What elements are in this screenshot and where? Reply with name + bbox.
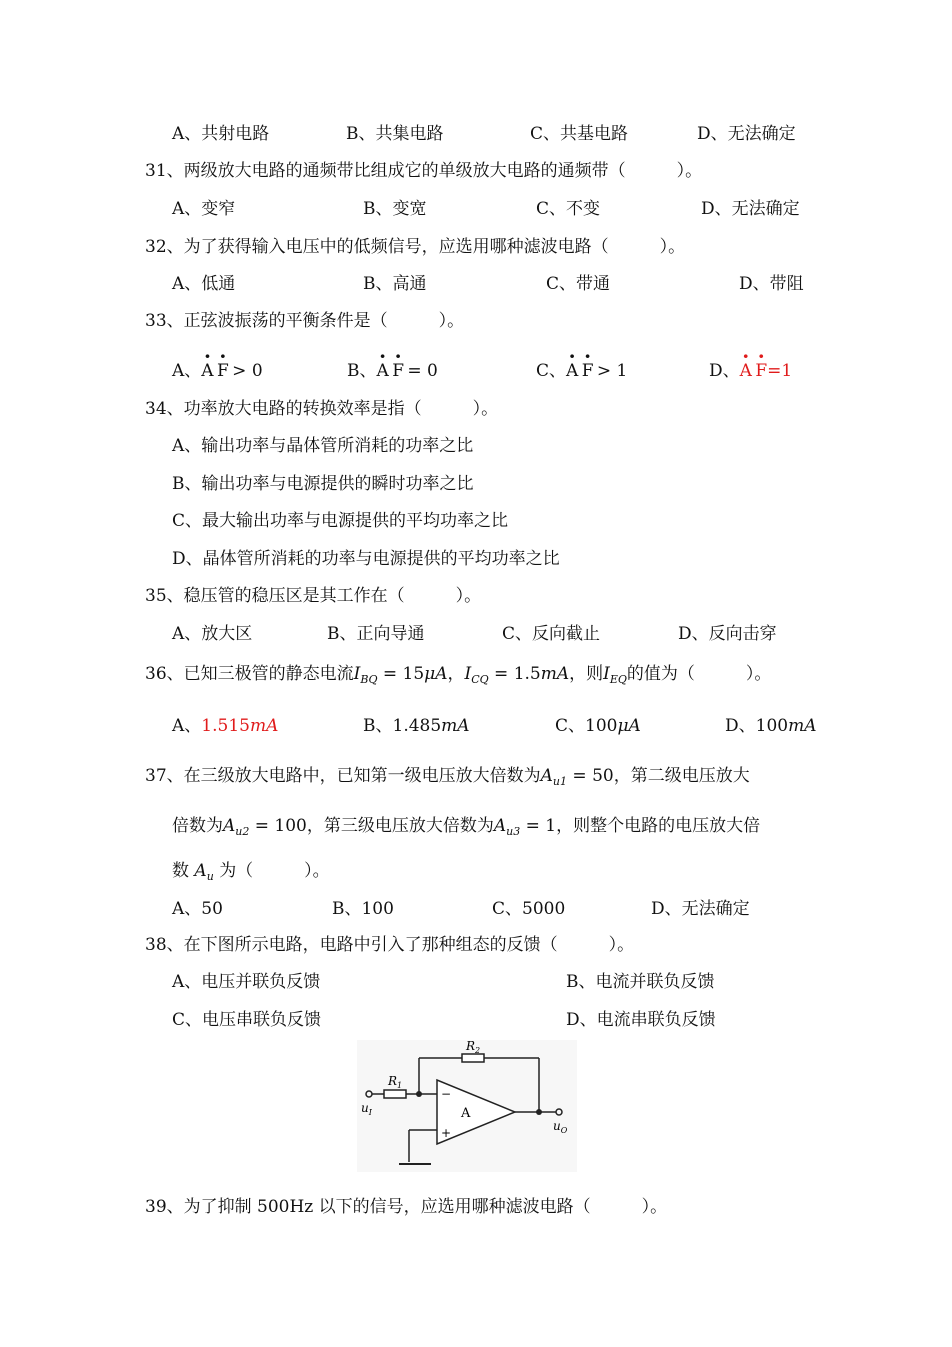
q33-option-a-relation: > 0 [232,361,263,381]
q36-option-c-unit: μA [617,716,641,736]
q36-option-d-value: 100 [755,716,789,736]
q34-option-b: B、输出功率与电源提供的瞬时功率之比 [172,474,474,494]
q31-question: 31、两级放大电路的通频带比组成它的单级放大电路的通频带（ ）。 [145,161,703,181]
q32-option-d: D、带阻 [739,274,804,294]
input-voltage-label: $u_I$ [361,1101,372,1117]
q33-option-c-relation: > 1 [596,361,628,381]
q36-option-d [725,715,817,737]
q37-option-a: A、50 [172,899,223,919]
q31-option-b: B、变宽 [363,199,427,219]
q36-option-d-label: D、 [725,716,756,736]
ibq-subscript: BQ [360,673,378,686]
q34-option-c: C、最大输出功率与电源提供的平均功率之比 [172,511,509,531]
q30-option-a: A、共射电路 [172,124,270,144]
q37-option-d: D、无法确定 [651,899,750,919]
q36-option-c [555,715,641,737]
q33-option-b [347,360,438,382]
output-voltage-label: $u_O$ [553,1119,568,1135]
q34-question: 34、功率放大电路的转换效率是指（ ）。 [145,399,499,419]
ieq-subscript: EQ [609,673,627,686]
q37-option-c: C、5000 [492,899,566,919]
resistor-r2 [462,1054,484,1062]
q32-question: 32、为了获得输入电压中的低频信号，应选用哪种滤波电路（ ）。 [145,237,686,257]
ieq-symbol: I [603,664,610,684]
q36-option-c-value: 100 [585,716,618,736]
ibq-unit: μA [424,664,448,684]
q37-question-line-3 [172,860,330,888]
q37-text-5: ，则整个电路的电压放大倍 [556,816,761,836]
a-symbol: A [540,766,553,786]
q36-option-b-value: 1.485 [392,716,442,736]
ibq-symbol: I [353,664,361,684]
q35-option-b: B、正向导通 [327,624,425,644]
ibq-value: = 15 [377,664,425,684]
au3-subscript: u3 [506,825,521,838]
a-dot-symbol: · A [566,360,578,382]
plus-sign: + [441,1126,452,1140]
r2-label: $R_2$ [466,1040,481,1055]
q33-option-b-label: B、 [347,361,377,381]
r1-label: $R_1$ [388,1074,403,1090]
q37-text-3: 倍数为 [172,816,223,836]
q33-question: 33、正弦波振荡的平衡条件是（ ）。 [145,311,465,331]
q37-option-b: B、100 [332,899,394,919]
q37-question-line-2 [172,815,760,843]
q36-option-b-label: B、 [363,716,393,736]
q33-option-b-relation: = 0 [407,361,438,381]
q38-option-c: C、电压串联负反馈 [172,1010,322,1030]
q37-text-1: 37、在三级放大电路中，已知第一级电压放大倍数为 [145,766,541,786]
q36-text-post: 的值为（ ）。 [626,664,772,684]
q38-option-d: D、电流串联负反馈 [566,1010,716,1030]
junction-dot-output [536,1109,542,1115]
q37-question-line-1 [145,765,750,793]
q35-option-a: A、放大区 [172,624,253,644]
amp-label: A [461,1106,471,1121]
a-dot-symbol: · A [740,360,752,382]
au2-value: = 100 [249,816,307,836]
input-terminal [366,1091,372,1097]
q36-option-d-unit: mA [788,716,817,736]
q36-option-a [172,715,278,737]
icq-unit: mA [540,664,570,684]
q31-option-d: D、无法确定 [701,199,800,219]
q37-text-7: 为（ ）。 [219,861,330,881]
q36-text-pre: 36、已知三极管的静态电流 [145,664,354,684]
q35-option-d: D、反向击穿 [678,624,777,644]
a-symbol: A [493,816,507,836]
q36-option-c-label: C、 [555,716,586,736]
q36-option-a-label: A、 [172,716,202,736]
q37-text-2: ，第二级电压放大 [613,766,750,786]
q33-option-d [709,360,792,382]
q35-option-c: C、反向截止 [502,624,601,644]
q36-option-a-unit: mA [249,716,279,736]
q36-question [145,663,771,691]
f-dot-symbol: · F [217,360,229,382]
q36-option-a-value: 1.515 [201,716,250,736]
q31-option-a: A、变窄 [172,199,236,219]
q35-question: 35、稳压管的稳压区是其工作在（ ）。 [145,586,482,606]
icq-value: = 1.5 [488,664,541,684]
a-dot-symbol: · A [377,360,389,382]
circuit-svg [357,1040,577,1172]
junction-dot-input [416,1091,422,1097]
q33-option-c [536,360,627,382]
q33-option-a [172,360,263,382]
f-dot-symbol: · F [755,360,767,382]
q34-option-d: D、晶体管所消耗的功率与电源提供的平均功率之比 [172,549,560,569]
q36-text-then: ，则 [569,664,604,684]
a-dot-symbol: · A [201,360,213,382]
q34-option-a: A、输出功率与晶体管所消耗的功率之比 [172,436,474,456]
q36-option-b [363,715,470,737]
icq-subscript: CQ [471,673,489,686]
q38-option-a: A、电压并联负反馈 [172,972,321,992]
q38-option-b: B、电流并联负反馈 [566,972,715,992]
q37-text-6: 数 [172,861,189,881]
au1-subscript: u1 [552,775,568,788]
f-dot-symbol: · F [582,360,594,382]
q30-option-b: B、共集电路 [346,124,444,144]
q32-option-b: B、高通 [363,274,427,294]
output-terminal [556,1109,562,1115]
q32-option-a: A、低通 [172,274,236,294]
q31-option-c: C、不变 [536,199,601,219]
au2-subscript: u2 [235,825,250,838]
q33-option-a-label: A、 [172,361,202,381]
minus-sign: − [441,1087,452,1101]
q36-separator: ， [447,664,465,684]
q36-option-b-unit: mA [441,716,470,736]
au-subscript: u [206,870,214,883]
q33-option-d-label: D、 [709,361,740,381]
q30-option-c: C、共基电路 [530,124,629,144]
q32-option-c: C、带通 [546,274,611,294]
au-symbol: A [194,861,207,881]
icq-symbol: I [464,664,472,684]
a-symbol: A [223,816,236,836]
feedback-circuit-diagram [357,1040,577,1172]
q39-question: 39、为了抑制 500Hz 以下的信号，应选用哪种滤波电路（ ）。 [145,1197,668,1217]
q37-text-4: ，第三级电压放大倍数为 [306,816,494,836]
q33-option-c-label: C、 [536,361,567,381]
q30-option-d: D、无法确定 [697,124,796,144]
q38-question: 38、在下图所示电路，电路中引入了那种组态的反馈（ ）。 [145,935,635,955]
au1-value: = 50 [567,766,614,786]
resistor-r1 [384,1090,406,1098]
f-dot-symbol: · F [392,360,404,382]
au3-value: = 1 [520,816,557,836]
q33-option-d-relation: =1 [767,361,793,381]
